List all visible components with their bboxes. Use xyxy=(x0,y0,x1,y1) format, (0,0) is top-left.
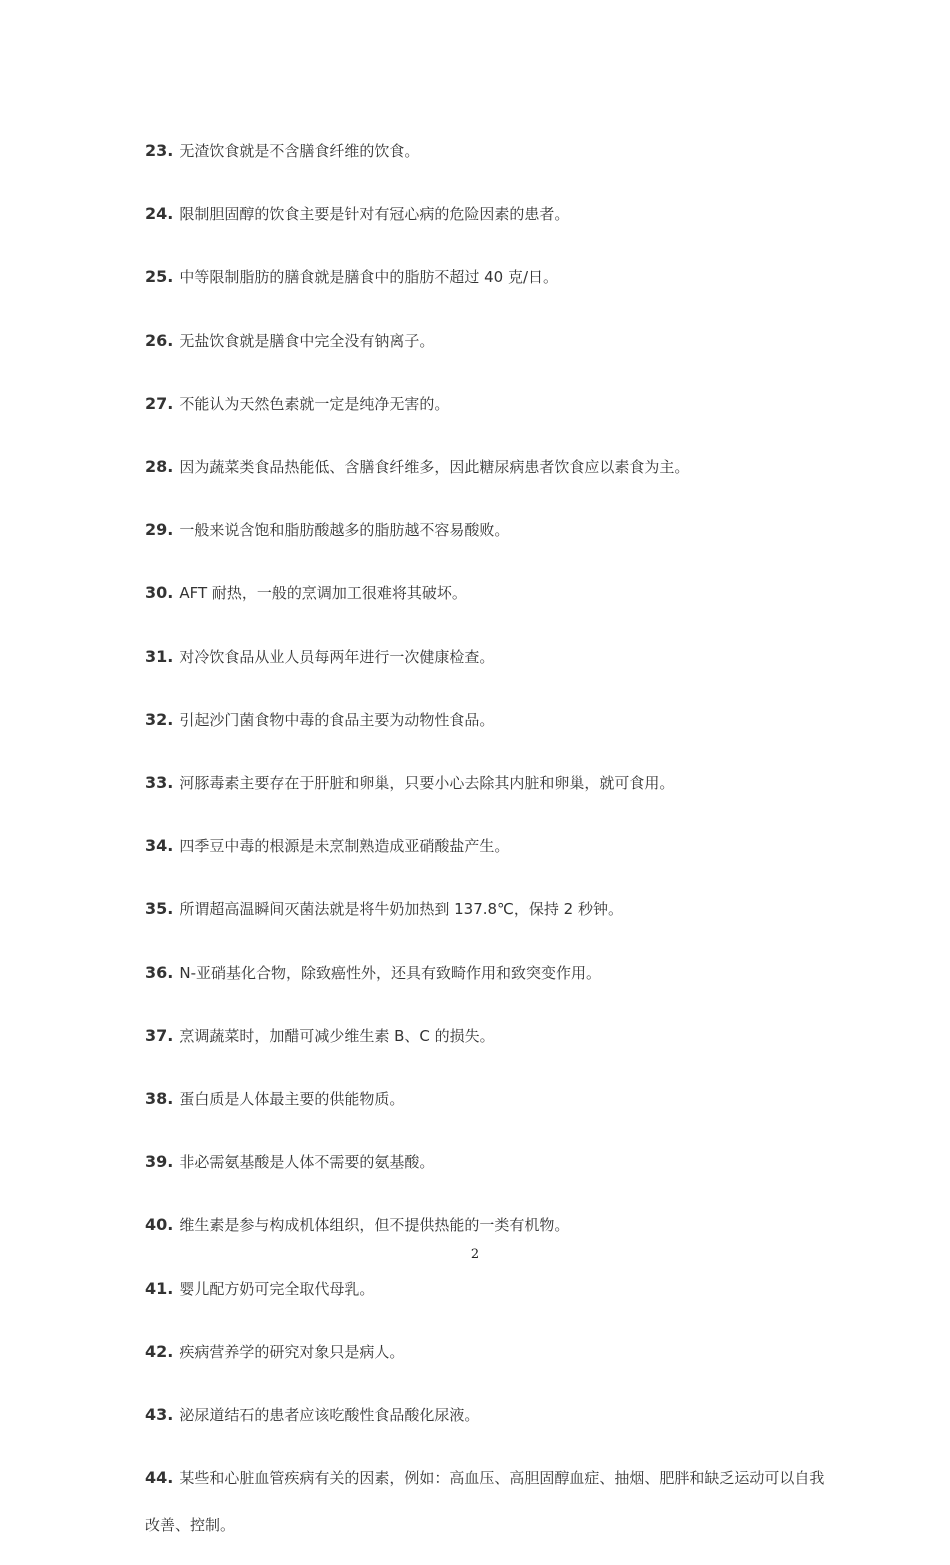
item-number: 25. xyxy=(145,267,174,287)
item-text: 疾病营养学的研究对象只是病人。 xyxy=(179,1342,405,1361)
item-number: 33. xyxy=(145,773,174,793)
item-number: 23. xyxy=(145,141,174,160)
item-text: 因为蔬菜类食品热能低、含膳食纤维多，因此糖尿病患者饮食应以素食为主。 xyxy=(179,458,690,477)
item-text: 中等限制脂肪的膳食就是膳食中的脂肪不超过 40 克/日。 xyxy=(179,268,559,287)
list-item xyxy=(145,190,825,238)
item-number: 41. xyxy=(145,1278,174,1298)
item-number: 35. xyxy=(145,899,174,919)
item-text: 不能认为天然色素就一定是纯净无害的。 xyxy=(179,394,450,413)
list-item xyxy=(145,317,825,365)
item-number: 28. xyxy=(145,457,174,477)
item-number: 31. xyxy=(145,646,174,666)
list-item xyxy=(145,1075,825,1123)
item-number: 36. xyxy=(145,962,174,982)
list-item xyxy=(145,759,825,807)
item-number: 26. xyxy=(145,330,174,350)
page-number: 2 xyxy=(470,1247,480,1262)
item-number: 29. xyxy=(145,520,174,540)
item-number: 30. xyxy=(145,583,174,603)
item-text: 河豚毒素主要存在于肝脏和卵巢，只要小心去除其内脏和卵巢，就可食用。 xyxy=(179,774,675,793)
item-text: 四季豆中毒的根源是未烹制熟造成亚硝酸盐产生。 xyxy=(179,837,510,856)
item-number: 37. xyxy=(145,1025,174,1045)
item-number: 40. xyxy=(145,1215,174,1235)
list-item xyxy=(145,380,825,428)
item-text: 无渣饮食就是不含膳食纤维的饮食。 xyxy=(179,142,420,160)
item-text: 无盐饮食就是膳食中完全没有钠离子。 xyxy=(179,331,435,350)
item-text: AFT 耐热，一般的烹调加工很难将其破坏。 xyxy=(179,584,467,603)
item-text: 泌尿道结石的患者应该吃酸性食品酸化尿液。 xyxy=(179,1406,480,1425)
item-text: 蛋白质是人体最主要的供能物质。 xyxy=(179,1090,405,1109)
item-number: 27. xyxy=(145,393,174,413)
list-item xyxy=(145,1265,825,1313)
list-item xyxy=(145,1201,825,1249)
item-text: N-亚硝基化合物，除致癌性外，还具有致畸作用和致突变作用。 xyxy=(179,963,601,982)
item-text: 引起沙门菌食物中毒的食品主要为动物性食品。 xyxy=(179,710,495,729)
question-list xyxy=(145,112,825,1565)
item-number: 44. xyxy=(145,1468,174,1488)
list-item xyxy=(145,696,825,744)
list-item xyxy=(145,633,825,681)
list-item xyxy=(145,253,825,301)
item-text: 所谓超高温瞬间灭菌法就是将牛奶加热到 137.8℃，保持 2 秒钟。 xyxy=(179,900,623,919)
list-item xyxy=(145,949,825,997)
item-text: 对冷饮食品从业人员每两年进行一次健康检查。 xyxy=(179,647,495,666)
item-number: 42. xyxy=(145,1341,174,1361)
item-number: 34. xyxy=(145,836,174,856)
list-item xyxy=(145,127,825,175)
item-text: 维生素是参与构成机体组织，但不提供热能的一类有机物。 xyxy=(179,1216,570,1235)
item-text: 烹调蔬菜时，加醋可减少维生素 B、C 的损失。 xyxy=(179,1026,495,1045)
list-item xyxy=(145,885,825,933)
item-number: 38. xyxy=(145,1089,174,1109)
item-text: 婴儿配方奶可完全取代母乳。 xyxy=(179,1279,375,1298)
list-item xyxy=(145,1138,825,1186)
list-item xyxy=(145,1391,825,1439)
list-item xyxy=(145,506,825,554)
item-number: 32. xyxy=(145,709,174,729)
list-item xyxy=(145,1012,825,1060)
list-item xyxy=(145,1328,825,1376)
item-number: 39. xyxy=(145,1152,174,1172)
item-text: 限制胆固醇的饮食主要是针对有冠心病的危险因素的患者。 xyxy=(179,205,570,224)
item-number: 43. xyxy=(145,1405,174,1425)
item-number: 24. xyxy=(145,204,174,224)
list-item xyxy=(145,443,825,491)
item-text: 一般来说含饱和脂肪酸越多的脂肪越不容易酸败。 xyxy=(179,521,510,540)
list-item xyxy=(145,822,825,870)
list-item xyxy=(145,569,825,617)
item-text: 非必需氨基酸是人体不需要的氨基酸。 xyxy=(179,1153,435,1172)
list-item xyxy=(145,1454,825,1549)
item-text: 某些和心脏血管疾病有关的因素，例如：高血压、高胆固醇血症、抽烟、肥胖和缺乏运动可以自我改善、控制。 xyxy=(145,1469,825,1535)
